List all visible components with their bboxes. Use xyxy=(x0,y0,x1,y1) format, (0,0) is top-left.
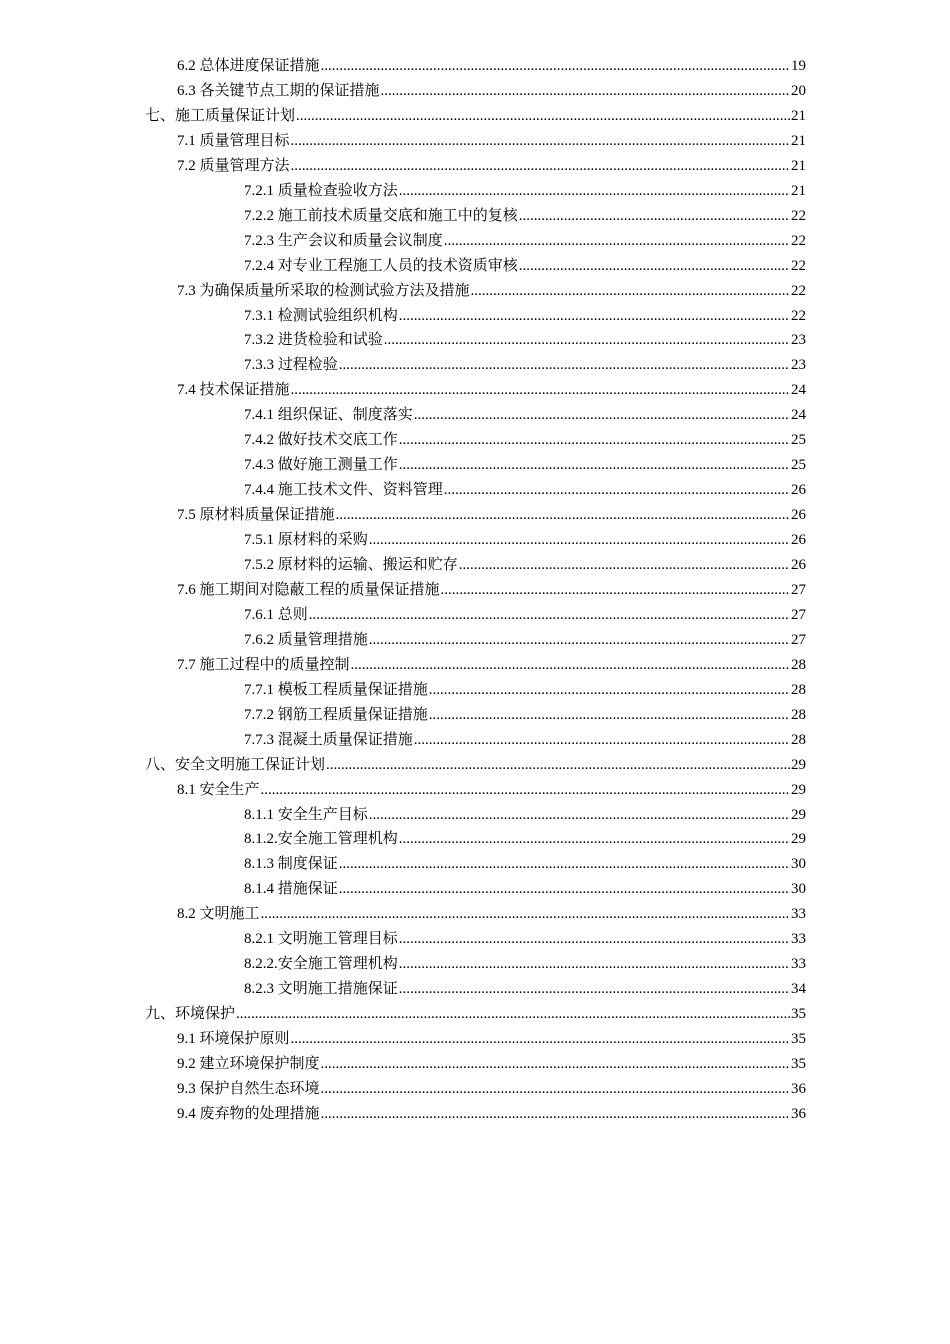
toc-entry-page-number: 28 xyxy=(791,681,806,698)
toc-entry[interactable] xyxy=(177,1077,806,1102)
toc-entry[interactable] xyxy=(244,678,806,703)
toc-entry-page-number: 26 xyxy=(791,482,806,499)
toc-dot-leader xyxy=(471,279,790,304)
toc-dot-leader xyxy=(369,803,790,828)
toc-entry[interactable] xyxy=(145,1002,806,1027)
toc-dot-leader xyxy=(339,852,790,877)
toc-entry[interactable] xyxy=(244,204,806,229)
toc-entry-title: 7.6 施工期间对隐蔽工程的质量保证措施 xyxy=(177,581,440,598)
toc-entry-page-number: 26 xyxy=(791,507,806,524)
toc-entry[interactable] xyxy=(244,628,806,653)
toc-entry-page-number: 24 xyxy=(791,382,806,399)
toc-entry-title: 9.2 建立环境保护制度 xyxy=(177,1056,320,1072)
toc-entry[interactable] xyxy=(244,428,806,453)
toc-entry-page-number: 28 xyxy=(791,656,806,673)
toc-entry-page-number: 26 xyxy=(791,557,806,573)
toc-entry-title: 8.2 文明施工 xyxy=(177,906,260,923)
toc-dot-leader xyxy=(321,1102,790,1127)
toc-entry[interactable] xyxy=(177,1102,806,1127)
toc-entry-title: 7.2.4 对专业工程施工人员的技术资质审核 xyxy=(244,257,518,274)
toc-entry-title: 7.2 质量管理方法 xyxy=(177,157,290,174)
toc-entry[interactable] xyxy=(244,328,806,353)
toc-entry-title: 7.4.2 做好技术交底工作 xyxy=(244,432,398,449)
toc-dot-leader xyxy=(441,578,790,603)
toc-entry-page-number: 22 xyxy=(791,232,806,249)
toc-entry-page-number: 36 xyxy=(791,1080,806,1097)
toc-dot-leader xyxy=(519,204,790,229)
toc-entry-page-number: 30 xyxy=(791,856,806,873)
toc-entry-title: 7.5 原材料质量保证措施 xyxy=(177,507,335,524)
toc-entry-title: 7.4 技术保证措施 xyxy=(177,382,290,399)
toc-entry-title: 7.4.1 组织保证、制度落实 xyxy=(244,407,413,424)
toc-entry[interactable] xyxy=(177,54,806,79)
toc-dot-leader xyxy=(444,478,790,503)
toc-entry[interactable] xyxy=(145,753,806,778)
toc-dot-leader xyxy=(381,79,790,104)
toc-dot-leader xyxy=(339,877,790,902)
toc-entry-page-number: 21 xyxy=(791,182,806,199)
toc-entry-title: 6.3 各关键节点工期的保证措施 xyxy=(177,82,380,99)
toc-entry-page-number: 22 xyxy=(791,282,806,299)
toc-dot-leader xyxy=(369,528,790,553)
toc-dot-leader xyxy=(291,129,790,154)
toc-entry-page-number: 27 xyxy=(791,631,806,648)
toc-dot-leader xyxy=(236,1002,790,1027)
toc-entry[interactable] xyxy=(177,378,806,403)
toc-dot-leader xyxy=(414,728,790,753)
toc-entry[interactable] xyxy=(177,129,806,154)
toc-dot-leader xyxy=(399,977,790,1002)
toc-entry-title: 7.1 质量管理目标 xyxy=(177,132,290,149)
toc-entry-page-number: 21 xyxy=(791,107,806,124)
toc-dot-leader xyxy=(414,403,790,428)
toc-dot-leader xyxy=(336,503,790,528)
toc-entry-page-number: 29 xyxy=(791,756,806,773)
toc-entry[interactable] xyxy=(244,728,806,753)
toc-entry[interactable] xyxy=(244,478,806,503)
toc-entry-title: 7.6.1 总则 xyxy=(244,606,308,623)
toc-entry-title: 9.3 保护自然生态环境 xyxy=(177,1080,320,1097)
toc-dot-leader xyxy=(444,229,790,254)
toc-entry-page-number: 26 xyxy=(791,532,806,549)
toc-dot-leader xyxy=(339,353,790,378)
toc-entry[interactable] xyxy=(244,403,806,428)
toc-entry-page-number: 28 xyxy=(791,706,806,723)
toc-entry-title: 九、环境保护 xyxy=(145,1006,236,1023)
toc-entry-page-number: 27 xyxy=(791,581,806,598)
toc-entry-page-number: 21 xyxy=(791,157,806,174)
toc-entry-page-number: 25 xyxy=(791,432,806,449)
toc-dot-leader xyxy=(291,378,790,403)
toc-entry-title: 7.7.3 混凝土质量保证措施 xyxy=(244,731,413,748)
toc-dot-leader xyxy=(309,603,790,628)
toc-dot-leader xyxy=(291,154,790,179)
toc-entry[interactable] xyxy=(177,778,806,803)
toc-entry[interactable] xyxy=(244,528,806,553)
toc-entry[interactable] xyxy=(244,179,806,204)
toc-entry[interactable] xyxy=(244,852,806,877)
toc-dot-leader xyxy=(399,304,790,329)
toc-entry[interactable] xyxy=(177,503,806,528)
toc-entry-page-number: 25 xyxy=(791,457,806,474)
toc-dot-leader xyxy=(321,1052,790,1077)
toc-dot-leader xyxy=(291,1027,790,1052)
toc-entry-page-number: 29 xyxy=(791,831,806,848)
toc-entry-title: 7.3.2 进货检验和试验 xyxy=(244,332,383,349)
toc-entry-page-number: 29 xyxy=(791,781,806,798)
toc-entry-title: 7.3 为确保质量所采取的检测试验方法及措施 xyxy=(177,282,470,299)
toc-entry-page-number: 33 xyxy=(791,931,806,948)
toc-entry[interactable] xyxy=(177,1052,806,1077)
toc-entry-title: 8.2.2.安全施工管理机构 xyxy=(244,956,398,973)
toc-dot-leader xyxy=(459,553,790,578)
toc-entry-page-number: 29 xyxy=(791,806,806,823)
toc-entry-page-number: 28 xyxy=(791,731,806,748)
toc-entry[interactable] xyxy=(244,827,806,852)
toc-dot-leader xyxy=(399,952,790,977)
toc-entry[interactable] xyxy=(244,977,806,1002)
toc-entry-title: 7.2.3 生产会议和质量会议制度 xyxy=(244,232,443,249)
toc-entry-title: 8.1 安全生产 xyxy=(177,781,260,798)
toc-dot-leader xyxy=(261,778,790,803)
toc-entry[interactable] xyxy=(244,603,806,628)
toc-entry[interactable] xyxy=(145,104,806,129)
toc-entry-page-number: 23 xyxy=(791,357,806,374)
toc-dot-leader xyxy=(429,703,790,728)
toc-entry[interactable] xyxy=(244,254,806,279)
toc-entry-page-number: 22 xyxy=(791,207,806,224)
toc-entry-page-number: 20 xyxy=(791,82,806,99)
toc-dot-leader xyxy=(399,453,790,478)
toc-dot-leader xyxy=(326,753,790,778)
toc-entry[interactable] xyxy=(177,578,806,603)
toc-entry-page-number: 33 xyxy=(791,956,806,973)
toc-entry-page-number: 19 xyxy=(791,58,806,74)
toc-dot-leader xyxy=(384,328,790,353)
toc-entry-title: 7.2.2 施工前技术质量交底和施工中的复核 xyxy=(244,207,518,224)
toc-entry[interactable] xyxy=(244,703,806,728)
toc-entry-title: 7.2.1 质量检查验收方法 xyxy=(244,182,398,199)
toc-dot-leader xyxy=(321,1077,790,1102)
toc-entry[interactable] xyxy=(244,304,806,329)
toc-entry-title: 八、安全文明施工保证计划 xyxy=(145,756,326,773)
toc-dot-leader xyxy=(399,827,790,852)
toc-dot-leader xyxy=(296,104,790,129)
toc-entry-title: 7.4.4 施工技术文件、资料管理 xyxy=(244,482,443,499)
toc-entry-title: 7.4.3 做好施工测量工作 xyxy=(244,457,398,474)
toc-entry-title: 8.1.1 安全生产目标 xyxy=(244,806,368,823)
toc-entry-page-number: 23 xyxy=(791,332,806,349)
toc-dot-leader xyxy=(519,254,790,279)
toc-entry[interactable] xyxy=(244,803,806,828)
toc-entry-title: 9.1 环境保护原则 xyxy=(177,1031,290,1048)
toc-entry-title: 8.1.3 制度保证 xyxy=(244,856,338,873)
toc-entry-title: 8.1.4 措施保证 xyxy=(244,881,338,898)
toc-entry-title: 7.6.2 质量管理措施 xyxy=(244,631,368,648)
toc-entry-title: 7.3.1 检测试验组织机构 xyxy=(244,307,398,324)
toc-entry[interactable] xyxy=(244,353,806,378)
toc-entry[interactable] xyxy=(244,229,806,254)
toc-entry-title: 7.7 施工过程中的质量控制 xyxy=(177,656,350,673)
toc-entry-page-number: 22 xyxy=(791,257,806,274)
toc-entry[interactable] xyxy=(177,79,806,104)
toc-entry-page-number: 33 xyxy=(791,906,806,923)
toc-dot-leader xyxy=(369,628,790,653)
toc-entry-title: 8.2.3 文明施工措施保证 xyxy=(244,981,398,998)
toc-entry-title: 7.3.3 过程检验 xyxy=(244,357,338,374)
toc-entry[interactable] xyxy=(177,154,806,179)
toc-entry[interactable] xyxy=(244,453,806,478)
toc-entry[interactable] xyxy=(244,553,806,578)
toc-entry[interactable] xyxy=(177,902,806,927)
toc-entry[interactable] xyxy=(244,952,806,977)
toc-entry-page-number: 30 xyxy=(791,881,806,898)
toc-entry-page-number: 35 xyxy=(791,1006,806,1023)
toc-entry-page-number: 34 xyxy=(791,981,806,998)
toc-dot-leader xyxy=(321,54,790,79)
toc-dot-leader xyxy=(261,902,790,927)
toc-entry-page-number: 35 xyxy=(791,1031,806,1048)
toc-entry-title: 6.2 总体进度保证措施 xyxy=(177,58,320,74)
toc-entry-page-number: 22 xyxy=(791,307,806,324)
toc-entry-title: 七、施工质量保证计划 xyxy=(145,107,296,124)
toc-entry-page-number: 36 xyxy=(791,1105,806,1122)
toc-dot-leader xyxy=(429,678,790,703)
toc-entry-title: 7.7.1 模板工程质量保证措施 xyxy=(244,681,428,698)
toc-entry-title: 7.7.2 钢筋工程质量保证措施 xyxy=(244,706,428,723)
toc-entry-page-number: 27 xyxy=(791,606,806,623)
toc-entry[interactable] xyxy=(244,927,806,952)
toc-entry[interactable] xyxy=(177,1027,806,1052)
toc-entry-title: 8.2.1 文明施工管理目标 xyxy=(244,931,398,948)
toc-entry-title: 7.5.1 原材料的采购 xyxy=(244,532,368,549)
toc-dot-leader xyxy=(399,927,790,952)
toc-entry-page-number: 21 xyxy=(791,132,806,149)
toc-dot-leader xyxy=(399,428,790,453)
toc-entry-page-number: 35 xyxy=(791,1056,806,1072)
toc-entry[interactable] xyxy=(177,653,806,678)
toc-entry[interactable] xyxy=(177,279,806,304)
toc-entry-title: 7.5.2 原材料的运输、搬运和贮存 xyxy=(244,557,458,573)
toc-entry-page-number: 24 xyxy=(791,407,806,424)
toc-entry[interactable] xyxy=(244,877,806,902)
toc-entry-title: 9.4 废弃物的处理措施 xyxy=(177,1105,320,1122)
toc-dot-leader xyxy=(351,653,790,678)
toc-entry-title: 8.1.2.安全施工管理机构 xyxy=(244,831,398,848)
toc-dot-leader xyxy=(399,179,790,204)
